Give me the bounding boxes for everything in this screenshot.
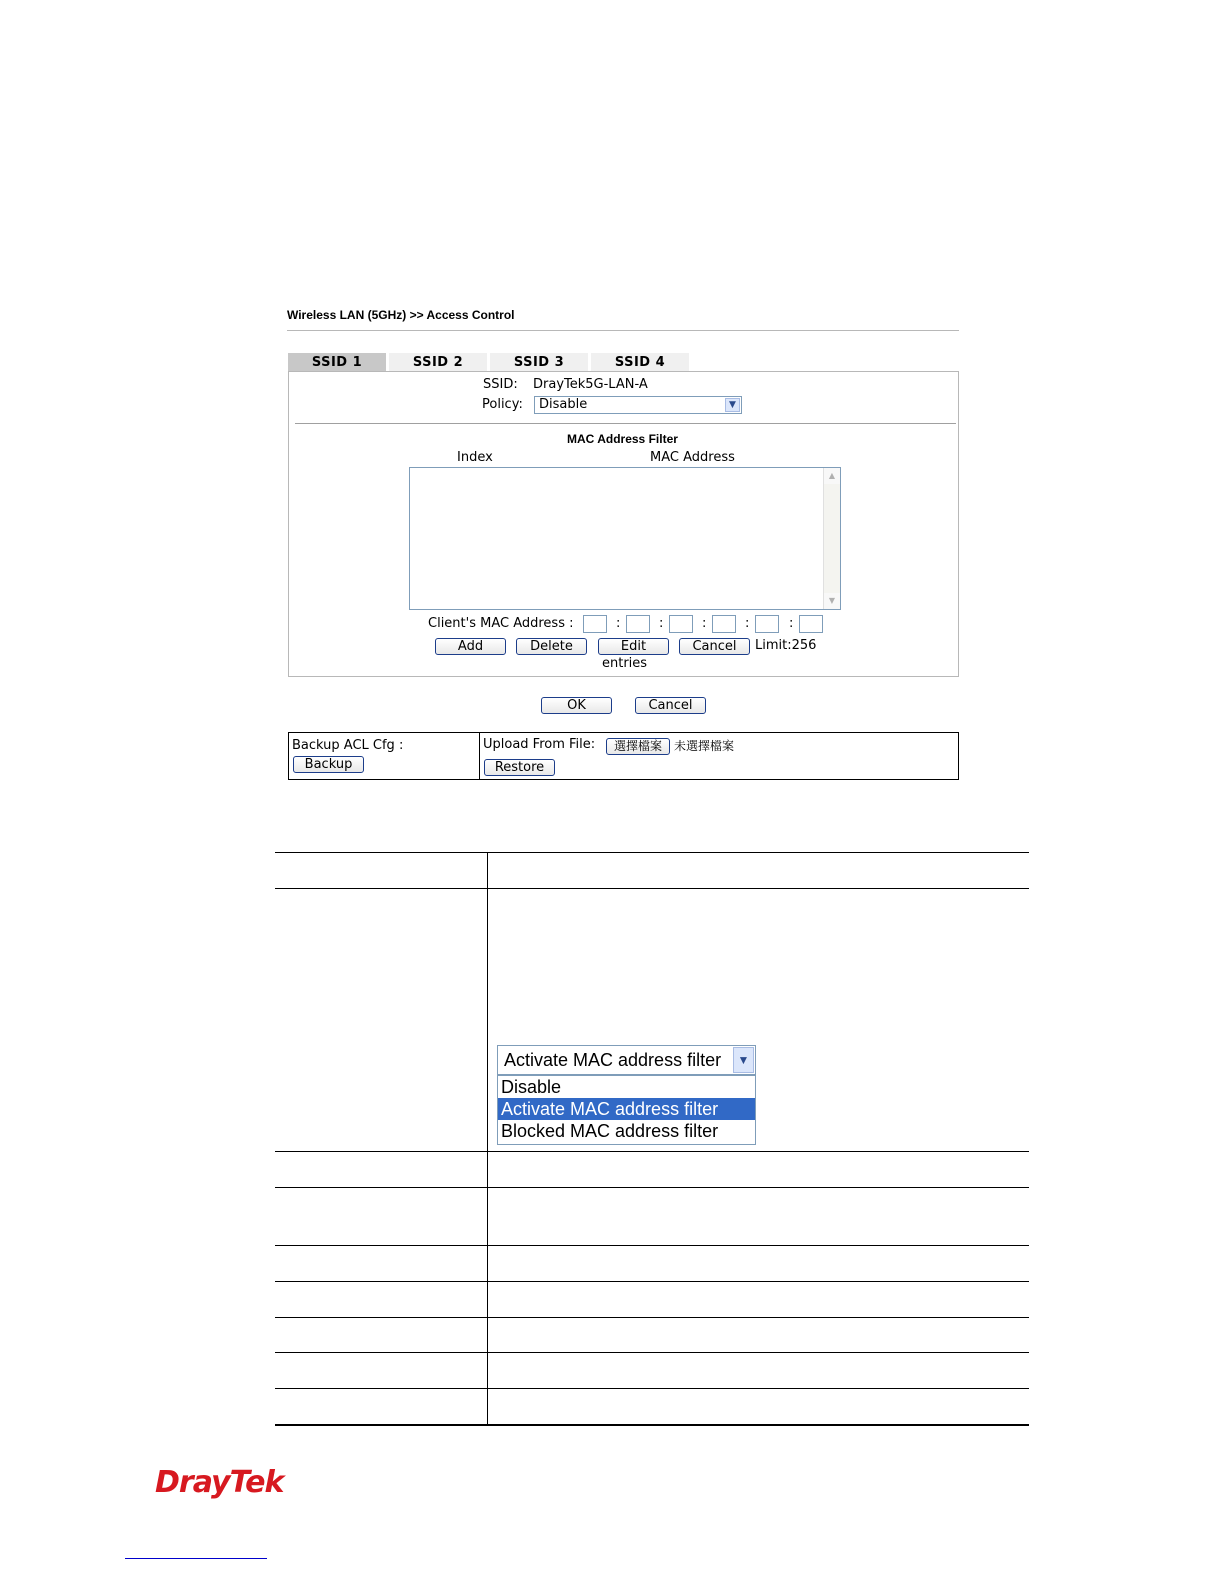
mac-octet-4[interactable] bbox=[712, 615, 736, 633]
column-mac-address: MAC Address bbox=[650, 450, 735, 465]
upload-label: Upload From File: bbox=[483, 737, 596, 752]
table-rule bbox=[275, 852, 1029, 853]
tab-ssid-1[interactable]: SSID 1 bbox=[288, 353, 386, 371]
add-button[interactable]: Add bbox=[435, 638, 506, 655]
policy-dropdown[interactable] bbox=[497, 1045, 756, 1075]
table-rule bbox=[275, 1187, 1029, 1188]
draytek-logo: DrayTek bbox=[155, 1465, 284, 1500]
option-disable[interactable]: Disable bbox=[501, 1077, 562, 1097]
mac-separator: : bbox=[659, 616, 664, 631]
backup-label: Backup ACL Cfg : bbox=[292, 738, 404, 753]
mac-octet-6[interactable] bbox=[799, 615, 823, 633]
mac-separator: : bbox=[702, 616, 707, 631]
ssid-tabs bbox=[288, 353, 692, 371]
mac-octet-5[interactable] bbox=[755, 615, 779, 633]
chevron-down-icon[interactable]: ▼ bbox=[725, 398, 740, 412]
ok-button[interactable]: OK bbox=[541, 697, 612, 714]
ssid-value: DrayTek5G-LAN-A bbox=[533, 377, 648, 392]
mac-separator: : bbox=[745, 616, 750, 631]
scroll-down-icon[interactable]: ▼ bbox=[824, 593, 840, 609]
option-activate-mac-filter[interactable]: Activate MAC address filter bbox=[498, 1098, 755, 1120]
policy-label: Policy: bbox=[482, 397, 523, 412]
mac-separator: : bbox=[789, 616, 794, 631]
limit-text: Limit:256 bbox=[755, 638, 817, 653]
title-divider bbox=[287, 330, 959, 331]
client-mac-label: Client's MAC Address : bbox=[428, 616, 574, 631]
entries-text: entries bbox=[602, 656, 648, 671]
table-rule bbox=[275, 1424, 1029, 1426]
table-rule bbox=[275, 1317, 1029, 1318]
table-rule bbox=[275, 1151, 1029, 1152]
footer-link-underline[interactable] bbox=[125, 1558, 267, 1559]
no-file-text: 未選擇檔案 bbox=[674, 739, 735, 753]
policy-dropdown-list bbox=[497, 1075, 756, 1145]
mac-octet-3[interactable] bbox=[669, 615, 693, 633]
scroll-up-icon[interactable]: ▲ bbox=[824, 468, 840, 484]
tab-ssid-2[interactable]: SSID 2 bbox=[389, 353, 487, 371]
mac-separator: : bbox=[616, 616, 621, 631]
mac-filter-title: MAC Address Filter bbox=[567, 432, 678, 446]
table-rule bbox=[275, 888, 1029, 889]
tab-ssid-4[interactable]: SSID 4 bbox=[591, 353, 689, 371]
cancel-button[interactable]: Cancel bbox=[635, 697, 706, 714]
table-rule bbox=[275, 1281, 1029, 1282]
edit-button[interactable]: Edit bbox=[598, 638, 669, 655]
tab-ssid-3[interactable]: SSID 3 bbox=[490, 353, 588, 371]
policy-select[interactable] bbox=[534, 396, 742, 414]
choose-file-button[interactable]: 選擇檔案 bbox=[606, 738, 670, 755]
chevron-down-icon[interactable]: ▼ bbox=[733, 1047, 754, 1073]
option-blocked-mac-filter[interactable]: Blocked MAC address filter bbox=[501, 1121, 719, 1141]
backup-divider bbox=[479, 733, 480, 779]
mac-octet-1[interactable] bbox=[583, 615, 607, 633]
backup-button[interactable]: Backup bbox=[293, 756, 364, 773]
policy-select-value: Disable bbox=[539, 397, 588, 412]
delete-button[interactable]: Delete bbox=[516, 638, 587, 655]
restore-button[interactable]: Restore bbox=[484, 759, 555, 776]
cancel-entry-button[interactable]: Cancel bbox=[679, 638, 750, 655]
policy-dropdown-value: Activate MAC address filter bbox=[504, 1050, 722, 1070]
list-scrollbar[interactable] bbox=[823, 468, 840, 609]
page-title: Wireless LAN (5GHz) >> Access Control bbox=[287, 308, 515, 322]
table-column-divider bbox=[487, 852, 488, 1425]
ssid-label: SSID: bbox=[483, 377, 518, 392]
column-index: Index bbox=[457, 450, 493, 465]
panel-divider bbox=[295, 423, 956, 424]
mac-address-list[interactable] bbox=[409, 467, 841, 610]
mac-octet-2[interactable] bbox=[626, 615, 650, 633]
table-rule bbox=[275, 1388, 1029, 1389]
table-rule bbox=[275, 1245, 1029, 1246]
table-rule bbox=[275, 1352, 1029, 1353]
